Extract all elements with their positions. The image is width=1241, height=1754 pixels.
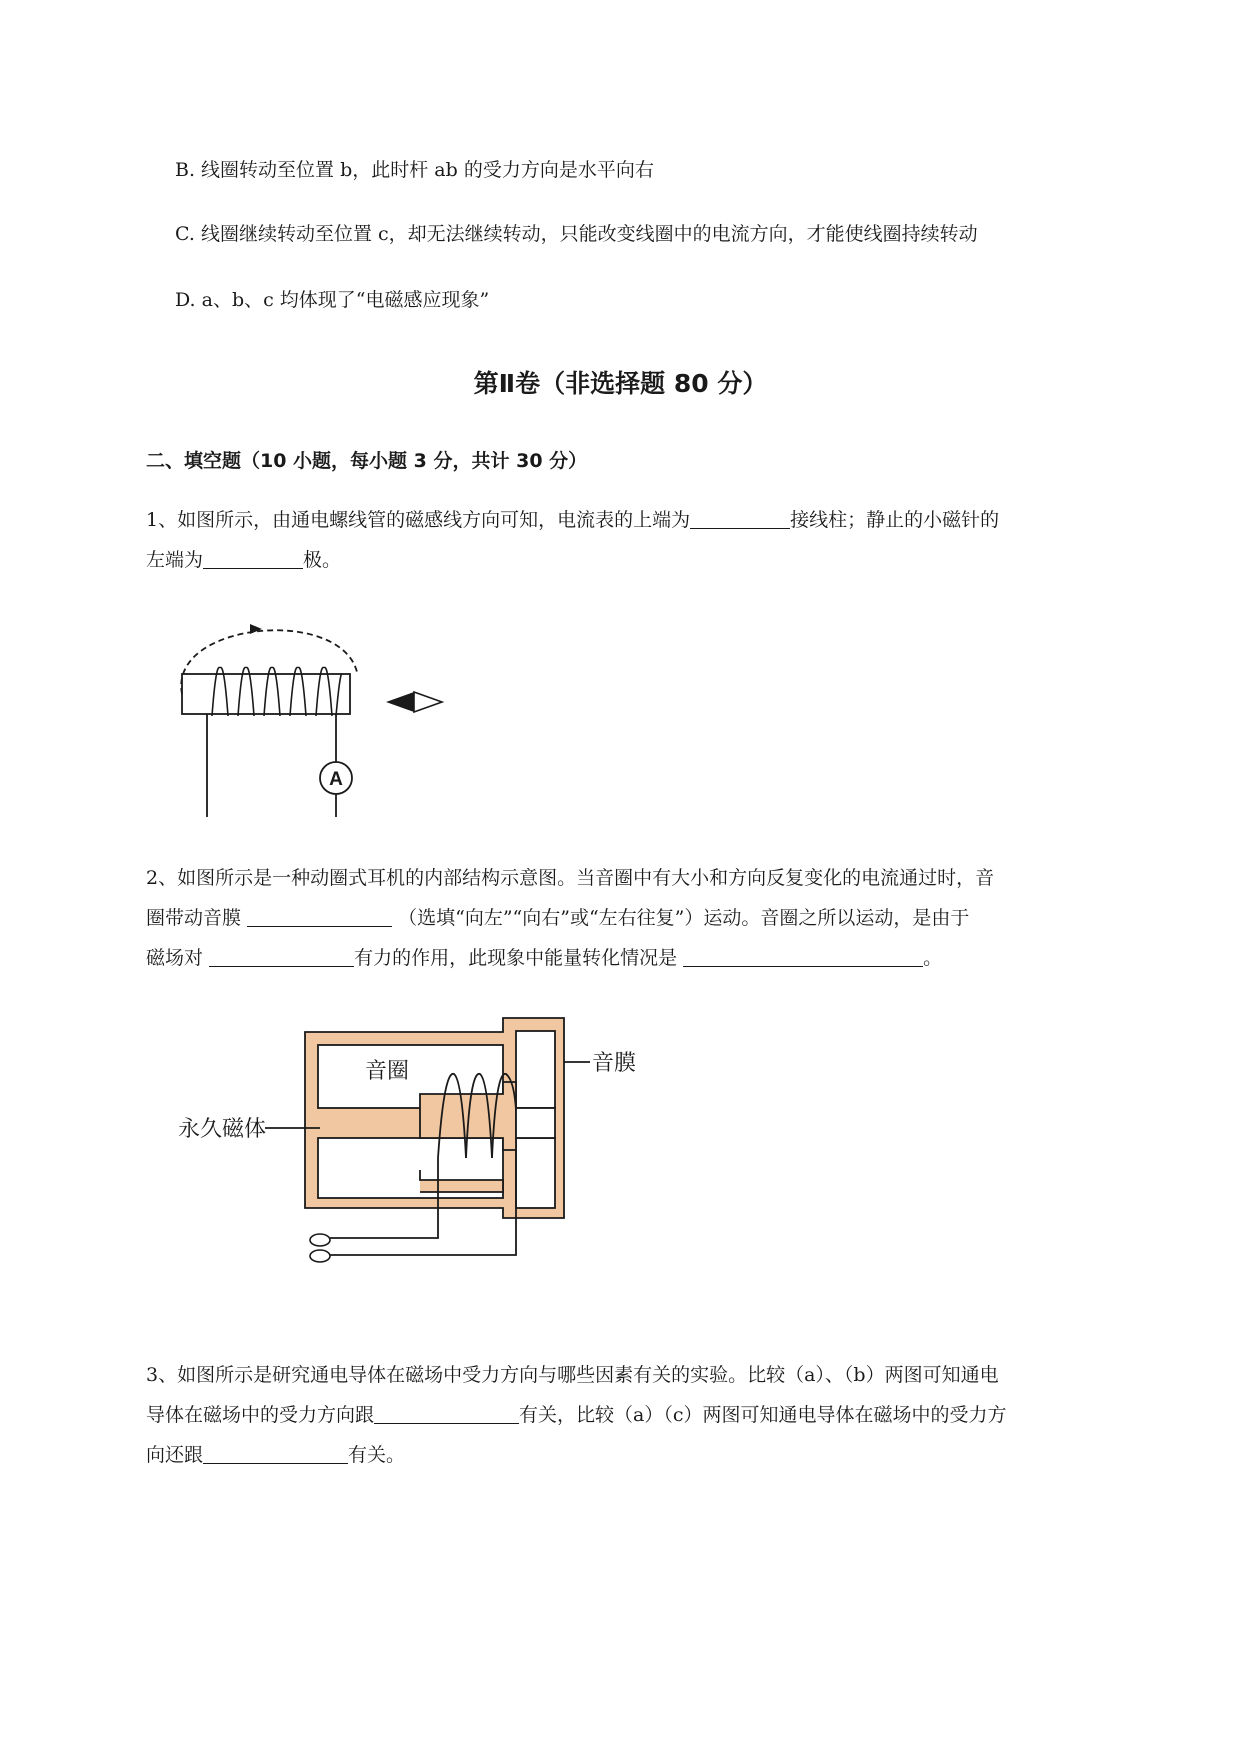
earphone-figure [170, 1010, 670, 1300]
field-arrow-icon [250, 624, 262, 634]
part-heading: 二、填空题（10 小题，每小题 3 分，共计 30 分） [146, 450, 588, 472]
section-title: 第Ⅱ卷（非选择题 80 分） [473, 369, 768, 398]
label-diaphragm: 音膜 [592, 1051, 637, 1076]
answer-blank-4[interactable] [209, 946, 354, 967]
question-3-text-d: 有关。 [348, 1444, 406, 1466]
diaphragm-chamber-bottom [516, 1138, 555, 1208]
option-b: B. 线圈转动至位置 b，此时杆 ab 的受力方向是水平向右 [175, 159, 654, 181]
question-1-text-a: 1、如图所示，由通电螺线管的磁感线方向可知，电流表的上端为 [146, 509, 691, 531]
answer-blank-5[interactable] [683, 946, 923, 967]
question-1-text-c: 左端为 [146, 549, 204, 571]
question-2-text-a: 圈带动音膜 [146, 907, 242, 929]
label-permanent-magnet: 永久磁体 [178, 1117, 267, 1142]
question-2-line-3 [146, 946, 942, 970]
diaphragm-slot [516, 1108, 555, 1138]
question-3-line-1: 3、如图所示是研究通电导体在磁场中受力方向与哪些因素有关的实验。比较（a）、（b）两图可知通电 [146, 1364, 999, 1386]
question-1-text-b: 接线柱；静止的小磁针的 [790, 509, 1000, 531]
question-1-text-d: 极。 [303, 549, 342, 571]
answer-blank-7[interactable] [203, 1443, 348, 1464]
question-2-line-1: 2、如图所示是一种动圈式耳机的内部结构示意图。当音圈中有大小和方向反复变化的电流通过时，音 [146, 867, 995, 889]
question-2-text-e: 。 [923, 947, 943, 969]
compass-needle-dark [386, 692, 414, 712]
option-d: D. a、b、c 均体现了“电磁感应现象” [175, 289, 490, 311]
question-3-text-a: 导体在磁场中的受力方向跟 [146, 1404, 375, 1426]
label-voice-coil: 音圈 [365, 1059, 410, 1084]
question-3-line-2 [146, 1403, 1007, 1427]
question-2-text-d: 有力的作用，此现象中能量转化情况是 [354, 947, 678, 969]
question-1-line-1 [146, 508, 999, 532]
compass-needle-light [414, 692, 442, 712]
answer-blank-6[interactable] [374, 1403, 519, 1424]
answer-blank-3[interactable] [247, 906, 392, 927]
question-3-text-c: 向还跟 [146, 1444, 204, 1466]
question-2-line-2 [146, 906, 969, 930]
terminal-2-icon [310, 1250, 330, 1262]
answer-blank-2[interactable] [203, 548, 303, 569]
question-1-line-2 [146, 548, 341, 572]
terminal-1-icon [310, 1234, 330, 1246]
diaphragm-chamber-top [516, 1031, 555, 1108]
solenoid-figure [160, 612, 460, 822]
option-c: C. 线圈继续转动至位置 c，却无法继续转动，只能改变线圈中的电流方向，才能使线圈持续转动 [175, 223, 978, 245]
field-line [181, 630, 357, 694]
question-3-line-3 [146, 1443, 405, 1467]
question-2-text-c: 磁场对 [146, 947, 204, 969]
question-3-text-b: 有关，比较（a）（c）两图可知通电导体在磁场中的受力方 [519, 1404, 1007, 1426]
ammeter-label: A [329, 769, 343, 790]
question-2-text-b: （选填“向左”“向右”或“左右往复”）运动。音圈之所以运动，是由于 [398, 907, 970, 929]
answer-blank-1[interactable] [690, 508, 790, 529]
